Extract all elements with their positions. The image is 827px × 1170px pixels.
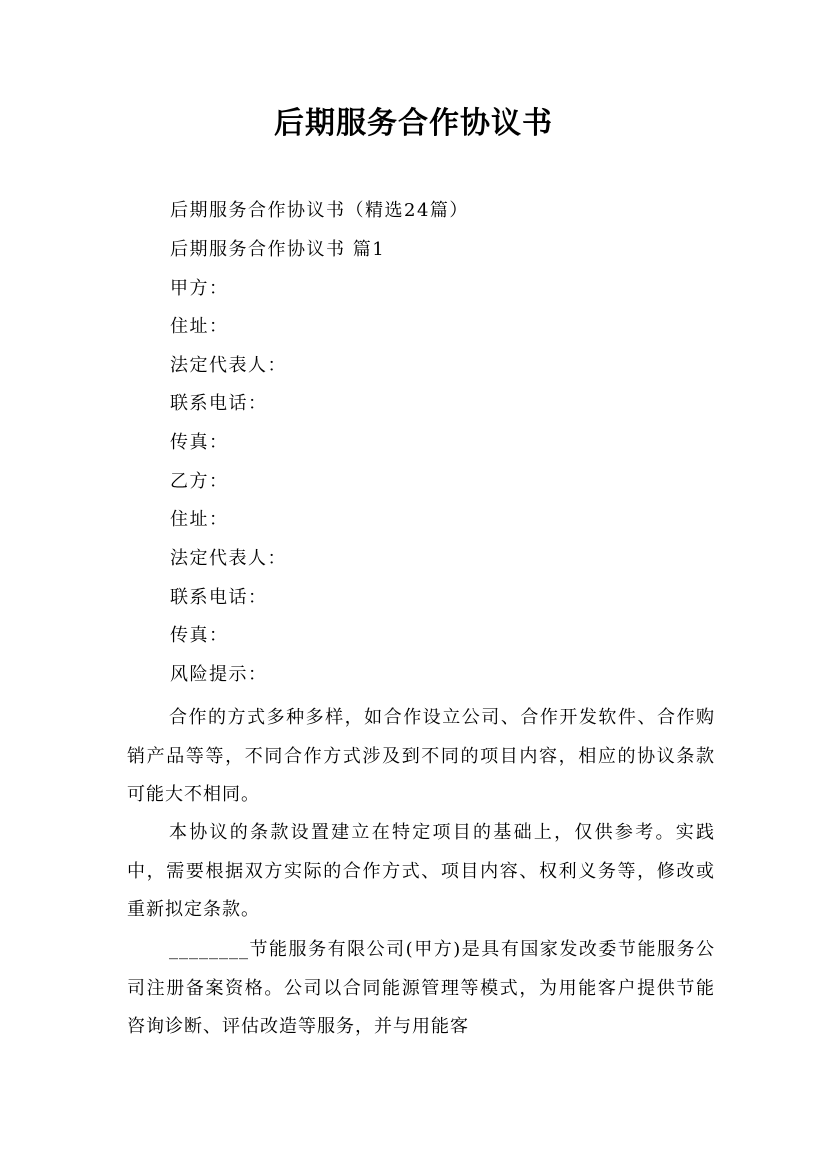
paragraph-terms-note: 本协议的条款设置建立在特定项目的基础上，仅供参考。实践中，需要根据双方实际的合作方式、项目内容、权利义务等，修改或重新拟定条款。 (127, 822, 715, 920)
party-b-label: 乙方： (170, 471, 229, 492)
party-b-representative-label: 法定代表人： (170, 548, 287, 569)
paragraph-company-intro: ________节能服务有限公司(甲方)是具有国家发改委节能服务公司注册备案资格。公司以合同能源管理等模式，为用能客户提供节能咨询诊断、评估改造等服务，并与用能客 (127, 939, 715, 1037)
party-b-fax-label: 传真： (170, 625, 229, 646)
party-b-phone-label: 联系电话： (170, 587, 268, 608)
party-a-representative-label: 法定代表人： (170, 355, 287, 376)
party-a-phone-label: 联系电话： (170, 393, 268, 414)
party-b-address-label: 住址： (170, 509, 229, 530)
party-a-address-label: 住址： (170, 316, 229, 337)
section-heading: 后期服务合作协议书 篇1 (170, 239, 386, 260)
party-a-label: 甲方： (170, 278, 229, 299)
paragraph-cooperation-modes: 合作的方式多种多样，如合作设立公司、合作开发软件、合作购销产品等等，不同合作方式涉及到不同的项目内容，相应的协议条款可能大不相同。 (127, 707, 715, 805)
document-title: 后期服务合作协议书 (274, 106, 553, 141)
risk-notice-label: 风险提示： (170, 664, 268, 685)
party-a-fax-label: 传真： (170, 432, 229, 453)
subtitle-line: 后期服务合作协议书（精选24篇） (170, 200, 469, 221)
